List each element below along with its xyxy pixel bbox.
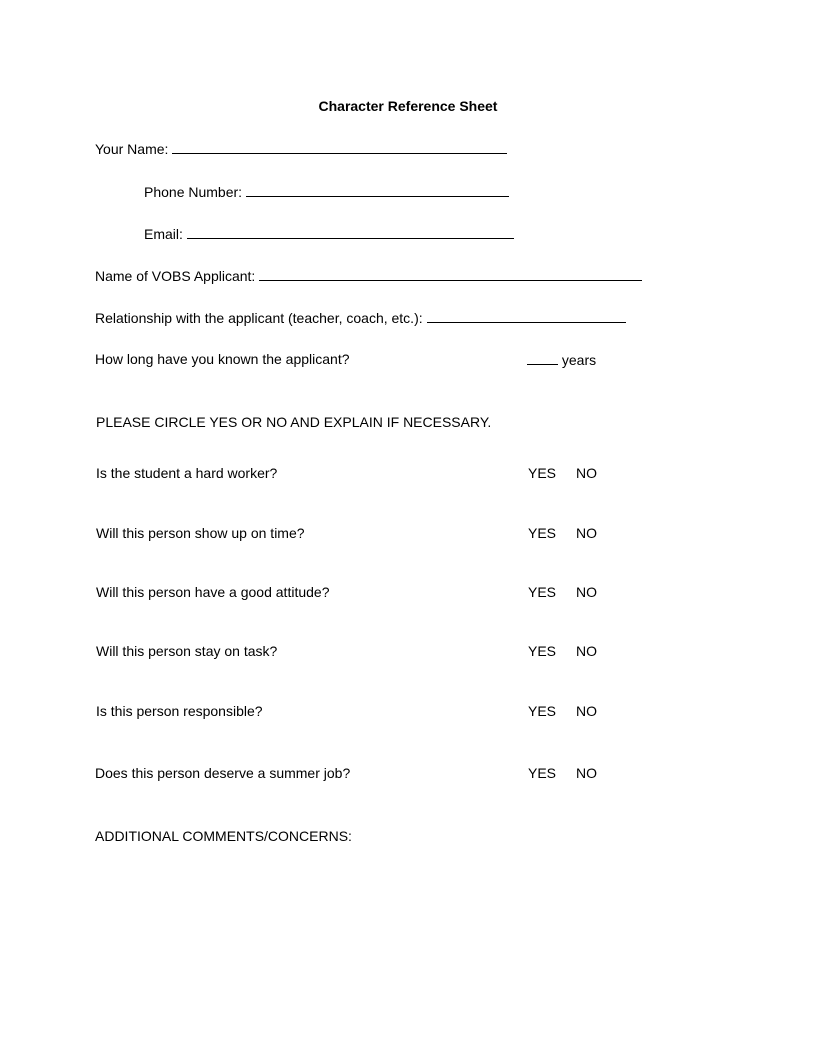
how-long-label: How long have you known the applicant? <box>95 351 350 367</box>
email-blank[interactable] <box>187 224 514 239</box>
years-row <box>527 350 596 369</box>
answer-no[interactable]: NO <box>576 584 597 600</box>
years-label: years <box>561 352 597 368</box>
applicant-name-row <box>95 266 642 285</box>
phone-number-label: Phone Number: <box>144 184 243 200</box>
answer-no[interactable]: NO <box>576 525 597 541</box>
email-row <box>144 224 514 243</box>
question-text: Is the student a hard worker? <box>96 465 278 481</box>
answer-yes[interactable]: YES <box>528 465 557 481</box>
question-text: Is this person responsible? <box>96 703 263 719</box>
comments-label: ADDITIONAL COMMENTS/CONCERNS: <box>95 828 352 844</box>
question-text: Will this person have a good attitude? <box>96 584 330 600</box>
answer-no[interactable]: NO <box>576 765 597 781</box>
page-title: Character Reference Sheet <box>318 98 498 114</box>
answer-yes[interactable]: YES <box>528 765 557 781</box>
relationship-row <box>95 308 626 327</box>
phone-number-row <box>144 182 509 201</box>
answer-yes[interactable]: YES <box>528 703 557 719</box>
applicant-name-label: Name of VOBS Applicant: <box>95 268 256 284</box>
relationship-label: Relationship with the applicant (teacher, coach, etc.): <box>95 310 423 326</box>
answer-no[interactable]: NO <box>576 703 597 719</box>
how-long-row <box>95 350 350 368</box>
relationship-blank[interactable] <box>427 308 626 323</box>
answer-no[interactable]: NO <box>576 465 597 481</box>
your-name-row <box>95 139 507 158</box>
answer-no[interactable]: NO <box>576 643 597 659</box>
applicant-name-blank[interactable] <box>259 266 642 281</box>
question-text: Does this person deserve a summer job? <box>95 765 351 781</box>
question-text: Will this person stay on task? <box>96 643 278 659</box>
instructions-text: PLEASE CIRCLE YES OR NO AND EXPLAIN IF NECESSARY. <box>96 414 492 430</box>
email-label: Email: <box>144 226 183 242</box>
question-text: Will this person show up on time? <box>96 525 305 541</box>
answer-yes[interactable]: YES <box>528 584 557 600</box>
years-blank[interactable] <box>527 350 558 365</box>
answer-yes[interactable]: YES <box>528 525 557 541</box>
answer-yes[interactable]: YES <box>528 643 557 659</box>
phone-number-blank[interactable] <box>246 182 509 197</box>
your-name-label: Your Name: <box>95 141 169 157</box>
your-name-blank[interactable] <box>172 139 507 154</box>
